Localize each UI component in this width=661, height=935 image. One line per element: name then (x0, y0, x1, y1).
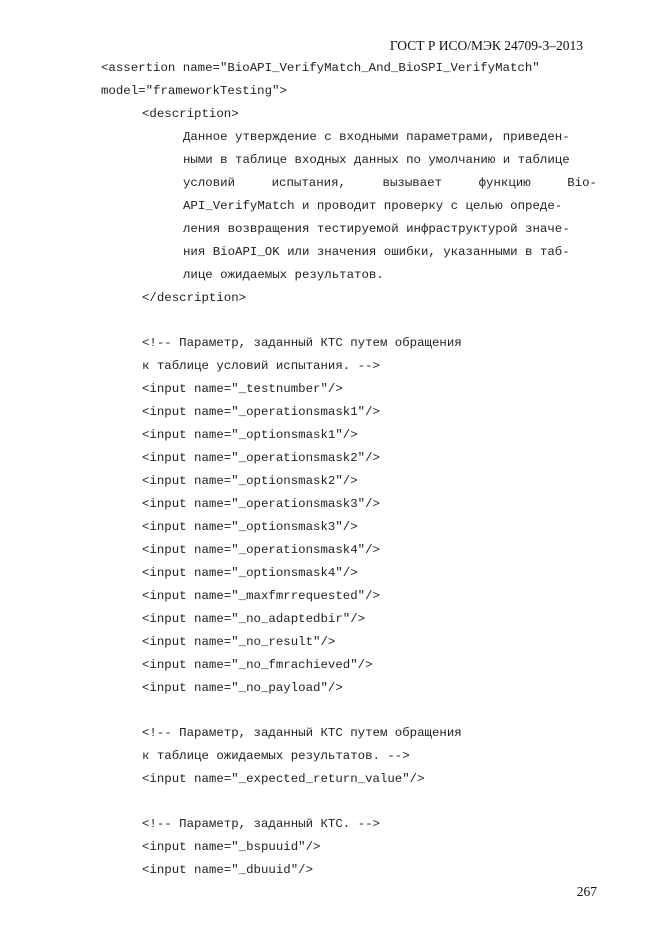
description-close: </description> (142, 291, 247, 305)
input-line: <input name="_testnumber"/> (142, 382, 343, 396)
input-line: <input name="_operationsmask1"/> (142, 405, 380, 419)
description-line: Данное утверждение с входными параметрами, приведен- (183, 130, 570, 144)
standard-header: ГОСТ Р ИСО/МЭК 24709-3–2013 (389, 38, 583, 53)
page-number: 267 (576, 884, 597, 899)
description-line: API_VerifyMatch и проводит проверку с целью опреде- (183, 199, 563, 213)
input-line: <input name="_no_payload"/> (142, 681, 343, 695)
comment-line: к таблице условий испытания. --> (142, 359, 380, 373)
input-line: <input name="_no_result"/> (142, 635, 336, 649)
description-line: ными в таблице входных данных по умолчанию и таблице (183, 153, 570, 167)
description-line: ния BioAPI_OK или значения ошибки, указанными в таб- (183, 245, 570, 259)
assertion-open-line-1: <assertion name="BioAPI_VerifyMatch_And_BioSPI_VerifyMatch" (101, 61, 540, 75)
comment-line: <!-- Параметр, заданный КТС. --> (142, 817, 380, 831)
input-line: <input name="_operationsmask2"/> (142, 451, 380, 465)
input-line: <input name="_optionsmask1"/> (142, 428, 358, 442)
comment-line: <!-- Параметр, заданный КТС путем обращения (142, 726, 462, 740)
description-open: <description> (142, 107, 239, 121)
input-line: <input name="_bspuuid"/> (142, 840, 321, 854)
input-line: <input name="_maxfmrrequested"/> (142, 589, 380, 603)
input-line: <input name="_optionsmask2"/> (142, 474, 358, 488)
description-line: лице ожидаемых результатов. (183, 268, 384, 282)
input-line: <input name="_operationsmask4"/> (142, 543, 380, 557)
comment-line: к таблице ожидаемых результатов. --> (142, 749, 410, 763)
input-line: <input name="_dbuuid"/> (142, 863, 314, 877)
input-line: <input name="_expected_return_value"/> (142, 772, 425, 786)
assertion-open-line-2: model="frameworkTesting"> (101, 84, 287, 98)
input-line: <input name="_optionsmask3"/> (142, 520, 358, 534)
description-line: условий испытания, вызывает функцию Bio- (183, 176, 597, 190)
input-line: <input name="_optionsmask4"/> (142, 566, 358, 580)
input-line: <input name="_no_adaptedbir"/> (142, 612, 366, 626)
description-line: ления возвращения тестируемой инфраструктурой значе- (183, 222, 570, 236)
input-line: <input name="_operationsmask3"/> (142, 497, 380, 511)
comment-line: <!-- Параметр, заданный КТС путем обращения (142, 336, 462, 350)
input-line: <input name="_no_fmrachieved"/> (142, 658, 373, 672)
